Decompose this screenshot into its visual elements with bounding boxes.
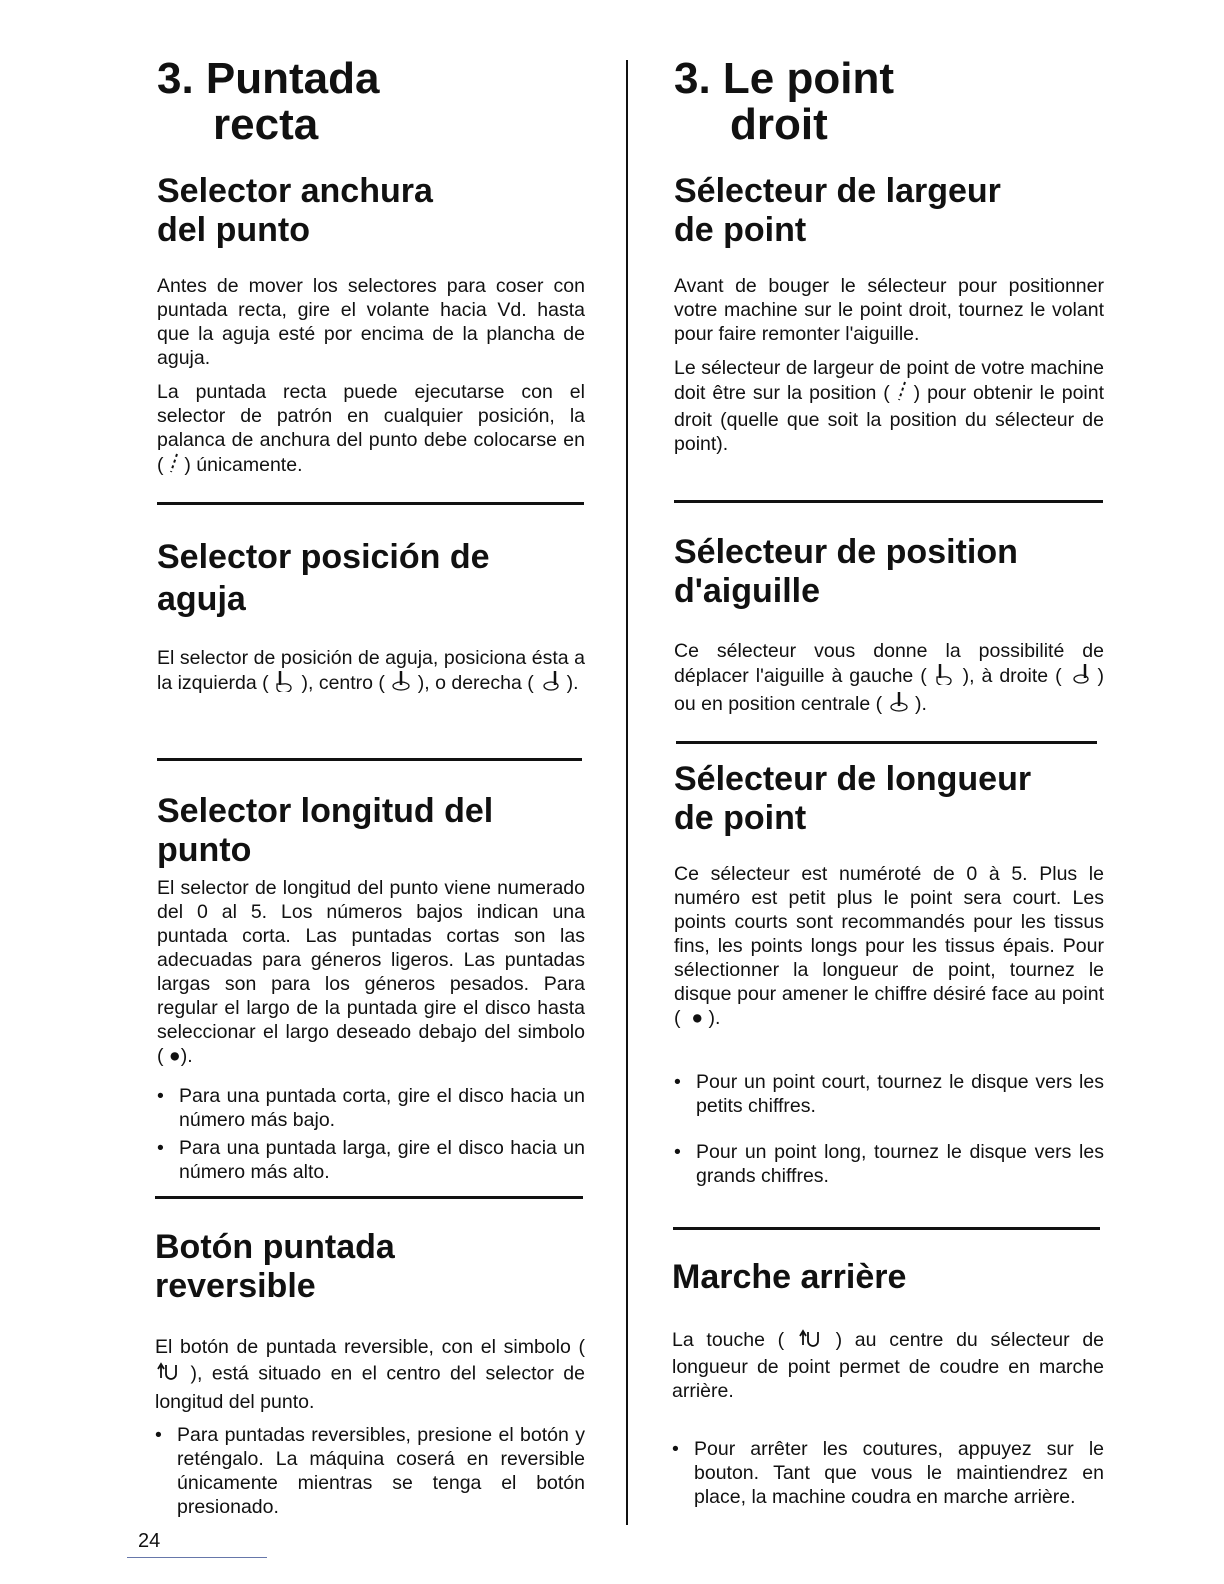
right-s2-heading — [674, 533, 1104, 611]
needle-right-icon — [539, 670, 561, 698]
list-item — [157, 1136, 585, 1184]
left-s1-paragraph2 — [157, 380, 585, 480]
left-s1-p2-text-b: ) únicamente. — [184, 454, 303, 477]
right-s3-heading — [674, 760, 1104, 838]
needle-center-icon — [888, 691, 910, 719]
right-s3-paragraph — [674, 862, 1104, 1030]
left-s2-heading-line2: aguja — [157, 580, 246, 618]
right-section-reverse — [672, 1258, 1104, 1509]
left-s1-paragraph1: Antes de mover los selectores para coser con puntada recta, gire el volante hacia Vd. hasta que la aguja esté por encima de la plancha de aguja. — [157, 275, 585, 369]
bullet-icon: • — [157, 1137, 164, 1159]
left-s4-text-a: El botón de puntada reversible, con el simbolo ( — [155, 1336, 585, 1358]
list-item — [674, 1140, 1104, 1188]
right-s4-heading: Marche arrière — [672, 1258, 907, 1296]
left-divider-2 — [157, 758, 582, 761]
left-title-line2: recta — [213, 100, 319, 149]
left-section-width — [157, 172, 585, 480]
left-s3-heading — [157, 792, 585, 870]
left-title-line1: 3. Puntada — [157, 54, 380, 103]
right-s3-bullets — [674, 1070, 1104, 1188]
right-s4-text-a: La touche ( — [672, 1329, 785, 1352]
list-item — [674, 1070, 1104, 1118]
bullet-icon: • — [672, 1438, 679, 1460]
right-s2-heading-line1: Sélecteur de position — [674, 533, 1018, 571]
left-s4-heading-line2: reversible — [155, 1267, 316, 1305]
left-s1-heading — [157, 172, 585, 250]
dot-symbol-icon: ● — [685, 1007, 709, 1029]
right-s4-paragraph — [672, 1327, 1104, 1403]
straight-stitch-icon — [169, 452, 179, 480]
right-s3-heading-line1: Sélecteur de longueur — [674, 760, 1032, 798]
right-title — [674, 56, 1104, 148]
straight-stitch-icon — [897, 380, 907, 408]
bullet-icon: • — [155, 1424, 162, 1446]
left-s3-text: El selector de longitud del punto viene numerado del 0 al 5. Los números bajos indican una puntada corta. Las puntadas cortas son las adecuadas para géneros ligeros. Las puntadas largas son para los géneros pesados. Para regular el largo de la puntada gire el disco hasta seleccionar el largo deseado debajo del simbolo ( — [157, 877, 585, 1067]
left-s4-paragraph — [155, 1334, 585, 1415]
right-section-needle-position — [674, 533, 1104, 719]
left-s3-bullets — [157, 1084, 585, 1184]
column-divider — [626, 60, 628, 1525]
left-s1-heading-line2: del punto — [157, 211, 310, 249]
bullet-icon: • — [157, 1085, 164, 1107]
left-s4-heading — [155, 1228, 585, 1306]
right-s1-paragraph1: Avant de bouger le sélecteur pour positionner votre machine sur le point droit, tournez le volant pour faire remonter l'aiguille. — [674, 275, 1104, 345]
left-section-reverse — [155, 1228, 585, 1519]
left-title — [157, 56, 585, 148]
needle-left-icon — [274, 670, 296, 698]
page-number-underline — [127, 1557, 267, 1558]
right-s1-p2-text-a: Le sélecteur de largeur de point de votre machine doit être sur la position ( — [674, 357, 1104, 405]
right-s4-text-b: ) au centre du sélecteur de longueur de point permet de coudre en marche arrière. — [672, 1329, 1105, 1402]
left-divider-1 — [157, 502, 584, 505]
left-s2-text-b: ), centro ( — [301, 672, 385, 695]
list-item — [157, 1084, 585, 1132]
right-s3-text: Ce sélecteur est numéroté de 0 à 5. Plus le numéro est petit plus le point sera court. Les points courts sont recommandés pour les tissus fins, les points longs pour les tissus épais. Pour sélectionner la longueur de point, tournez le disque pour amener le chiffre désiré face au point ( — [674, 863, 1104, 1029]
right-s2-text-d: ). — [914, 693, 927, 716]
left-s2-text-a: El selector de posición de aguja, posiciona ésta a la izquierda ( — [157, 647, 585, 695]
right-s1-heading-line2: de point — [674, 211, 807, 249]
left-column — [157, 56, 585, 148]
left-s2-heading-line1: Selector posición de — [157, 538, 490, 576]
left-s3-bullet-2: Para una puntada larga, gire el disco hacia un número más alto. — [179, 1137, 585, 1183]
left-s1-p2-text-a: La puntada recta puede ejecutarse con el selector de patrón en cualquier posición, la palanca de anchura del punto debe colocarse en ( — [157, 381, 585, 477]
right-divider-1 — [674, 500, 1103, 503]
right-s2-heading-line2: d'aiguille — [674, 572, 820, 610]
bullet-icon: • — [674, 1141, 681, 1163]
left-s4-bullet: Para puntadas reversibles, presione el botón y reténgalo. La máquina coserá en reversible únicamente mientras se tenga el botón presionado. — [177, 1424, 585, 1518]
right-section-stitch-length — [674, 760, 1104, 1188]
right-s2-text-c: ) ou en position centrale ( — [674, 665, 1104, 716]
right-s3-bullet-1: Pour un point court, tournez le disque vers les petits chiffres. — [696, 1071, 1104, 1117]
right-s2-paragraph — [674, 639, 1104, 719]
right-s1-heading-line1: Sélecteur de largeur — [674, 172, 1001, 210]
reverse-stitch-icon — [155, 1360, 181, 1389]
right-column — [674, 56, 1104, 148]
right-s3-bullet-2: Pour un point long, tournez le disque vers les grands chiffres. — [696, 1141, 1104, 1187]
bullet-icon: • — [674, 1071, 681, 1093]
right-s4-bullet: Pour arrêter les coutures, appuyez sur le bouton. Tant que vous le maintiendrez en place, la machine coudra en marche arrière. — [694, 1438, 1104, 1508]
needle-center-icon — [390, 670, 412, 698]
left-divider-3 — [155, 1196, 583, 1199]
left-s3-heading-line2: punto — [157, 831, 252, 869]
right-title-line1: 3. Le point — [674, 54, 894, 103]
left-s3-heading-line1: Selector longitud del — [157, 792, 494, 830]
left-section-stitch-length — [157, 792, 585, 1184]
left-s3-bullet-1: Para una puntada corta, gire el disco hacia un número más bajo. — [179, 1085, 585, 1131]
list-item — [155, 1423, 585, 1519]
right-section-width — [674, 172, 1104, 456]
right-s3-text-end: ). — [708, 1007, 721, 1029]
needle-right-icon — [1069, 663, 1091, 691]
needle-left-icon — [934, 663, 956, 691]
dot-symbol-icon: ● — [168, 1045, 181, 1067]
right-title-line2: droit — [730, 100, 828, 149]
left-s1-heading-line1: Selector anchura — [157, 172, 433, 210]
left-section-needle-position — [157, 536, 585, 698]
right-divider-3 — [673, 1227, 1100, 1230]
right-s1-p2-text-b: ) pour obtenir le point droit (quelle que soit la position du sélecteur de point). — [674, 382, 1105, 455]
left-s2-text-d: ). — [566, 672, 579, 695]
right-divider-2 — [676, 741, 1097, 744]
right-s3-heading-line2: de point — [674, 799, 807, 837]
left-s3-paragraph — [157, 876, 585, 1068]
list-item — [672, 1437, 1104, 1509]
reverse-stitch-icon — [797, 1327, 823, 1355]
left-s3-text-end: ). — [180, 1045, 193, 1067]
right-s1-paragraph2 — [674, 356, 1104, 456]
left-s2-heading — [157, 536, 585, 620]
left-s4-heading-line1: Botón puntada — [155, 1228, 395, 1266]
left-s4-text-b: ), está situado en el centro del selector de longitud del punto. — [155, 1362, 586, 1413]
right-s1-heading — [674, 172, 1104, 250]
left-s2-text-c: ), o derecha ( — [417, 672, 534, 695]
right-s2-text-b: ), à droite ( — [962, 665, 1062, 688]
page-number: 24 — [138, 1530, 161, 1552]
right-s2-text-a: Ce sélecteur vous donne la possibilité de déplacer l'aiguille à gauche ( — [674, 640, 1104, 688]
left-s2-paragraph — [157, 646, 585, 698]
